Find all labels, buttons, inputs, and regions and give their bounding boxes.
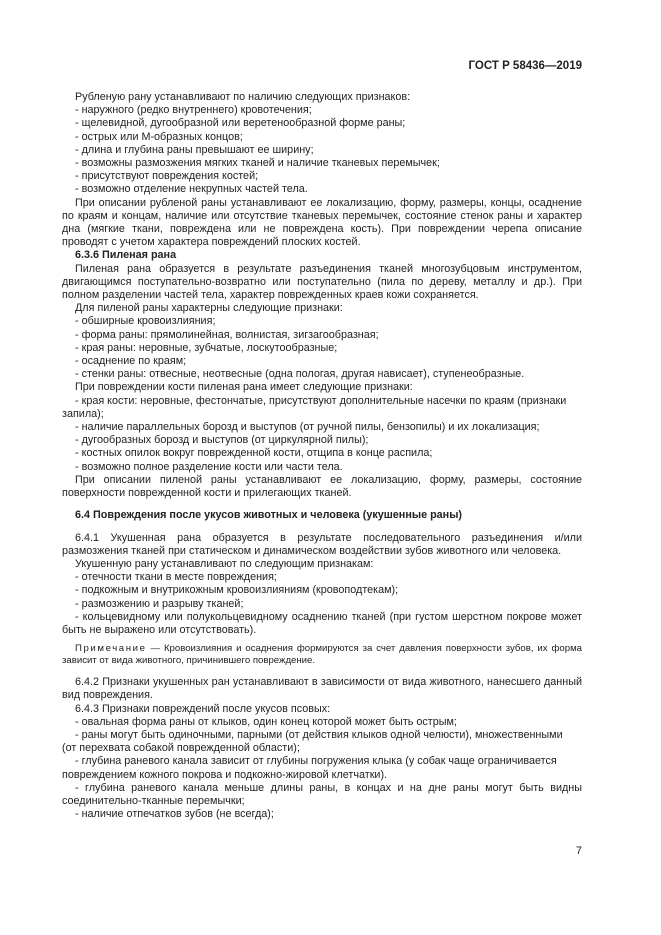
list-item: - наличие отпечатков зубов (не всегда);: [75, 808, 274, 821]
list-item: - острых или М-образных концов;: [75, 130, 243, 143]
list-item-continuation: повреждением кожного покрова и подкожно-жировой клетчатки).: [62, 768, 388, 781]
standard-code: ГОСТ Р 58436—2019: [468, 60, 582, 72]
page-number: 7: [575, 845, 582, 857]
paragraph: 6.4.2 Признаки укушенных ран устанавливают в зависимости от вида животного, нанесшего данный вид повреждения.: [62, 676, 582, 702]
paragraph: 6.4.1 Укушенная рана образуется в результате последовательного разъединения и/или размозжения тканей при статическом и динамическом воздействии зубов животного или человека.: [62, 531, 582, 557]
paragraph: При описании рубленой раны устанавливают ее локализацию, форму, размеры, концы, осаднение по краям и концам, наличие или отсутствие тканевых перемычек, состояние стенок раны и характер дна (мягкие ткани, повреждена или не повреждена кость). При повреждении черепа описание проводят с учетом характера повреждений плоских костей.: [62, 196, 582, 249]
list-item: - края раны: неровные, зубчатые, лоскутообразные;: [75, 341, 338, 354]
list-item: - обширные кровоизлияния;: [75, 315, 216, 328]
list-item: - размозжению и разрыву тканей;: [75, 597, 244, 610]
list-item: - длина и глубина раны превышают ее ширину;: [75, 143, 314, 156]
list-item: - стенки раны: отвесные, неотвесные (одна пологая, другая нависает), ступенеобразные.: [75, 368, 525, 381]
list-item-continuation: запила);: [62, 407, 104, 420]
list-item: - отечности ткани в месте повреждения;: [75, 571, 277, 584]
list-item: - дугообразных борозд и выступов (от циркулярной пилы);: [75, 434, 369, 447]
list-item: - присутствуют повреждения костей;: [75, 170, 259, 183]
list-item: - кольцевидному или полукольцевидному осаднению тканей (при густом шерстном покрове может быть не выражено или отсутствовать).: [62, 610, 582, 636]
paragraph: 6.4.3 Признаки повреждений после укусов псовых:: [75, 702, 331, 715]
list-item: - раны могут быть одиночными, парными (от действия клыков одной челюсти), множественными: [75, 728, 563, 741]
list-item: - костных опилок вокруг поврежденной кости, отщипа в конце распила;: [75, 447, 433, 460]
list-item: - осаднение по краям;: [75, 355, 187, 368]
paragraph: Укушенную рану устанавливают по следующим признакам:: [75, 557, 374, 570]
list-item-continuation: (от перехвата собакой поврежденной области);: [62, 742, 300, 755]
list-item: - наличие параллельных борозд и выступов (от ручной пилы, бензопилы) и их локализация;: [75, 421, 540, 434]
note-label: Примечание: [75, 643, 147, 655]
note: [62, 643, 582, 667]
paragraph: Рубленую рану устанавливают по наличию следующих признаков:: [75, 91, 411, 103]
paragraph: Для пиленой раны характерны следующие признаки:: [75, 302, 343, 315]
subsection-heading: 6.3.6 Пиленая рана: [75, 249, 177, 262]
list-item: - возможны размозжения мягких тканей и наличие тканевых перемычек;: [75, 157, 440, 170]
list-item: - глубина раневого канала зависит от глубины погружения клыка (у собак чаще ограничивается: [75, 755, 557, 768]
paragraph: Пиленая рана образуется в результате разъединения тканей многозубцовым инструментом, двигающимся поступательно-возвратно или поступательно (пила по дереву, металлу и др.). При полном разделении частей тела, характер поврежденных краев кожи сохраняется.: [62, 262, 582, 302]
list-item: - щелевидной, дугообразной или веретенообразной форме раны;: [75, 117, 406, 130]
list-item: - форма раны: прямолинейная, волнистая, зигзагообразная;: [75, 328, 379, 341]
section-heading: 6.4 Повреждения после укусов животных и человека (укушенные раны): [75, 509, 463, 522]
list-item: - глубина раневого канала меньше длины раны, в концах и на дне раны могут быть видны соединительно-тканные перемычки;: [62, 781, 582, 807]
note-text: — Кровоизлияния и осаднения формируются за счет давления поверхности зубов, их форма зависит от вида животного, причинившего повреждение.: [62, 643, 582, 667]
list-item: - наружного (редко внутреннего) кровотечения;: [75, 104, 312, 117]
list-item: - края кости: неровные, фестончатые, присутствуют дополнительные насечки по краям (признаки: [75, 394, 567, 407]
list-item: - овальная форма раны от клыков, один конец которой может быть острым;: [75, 715, 457, 728]
page-content: [62, 91, 582, 821]
paragraph: При описании пиленой раны устанавливают ее локализацию, форму, размеры, состояние поверхности поврежденной кости и прилегающих тканей.: [62, 473, 582, 500]
list-item: - подкожным и внутрикожным кровоизлияниям (кровоподтекам);: [75, 584, 399, 597]
list-item: - возможно отделение некрупных частей тела.: [75, 183, 308, 196]
paragraph: При повреждении кости пиленая рана имеет следующие признаки:: [75, 381, 413, 394]
list-item: - возможно полное разделение кости или части тела.: [75, 460, 343, 473]
